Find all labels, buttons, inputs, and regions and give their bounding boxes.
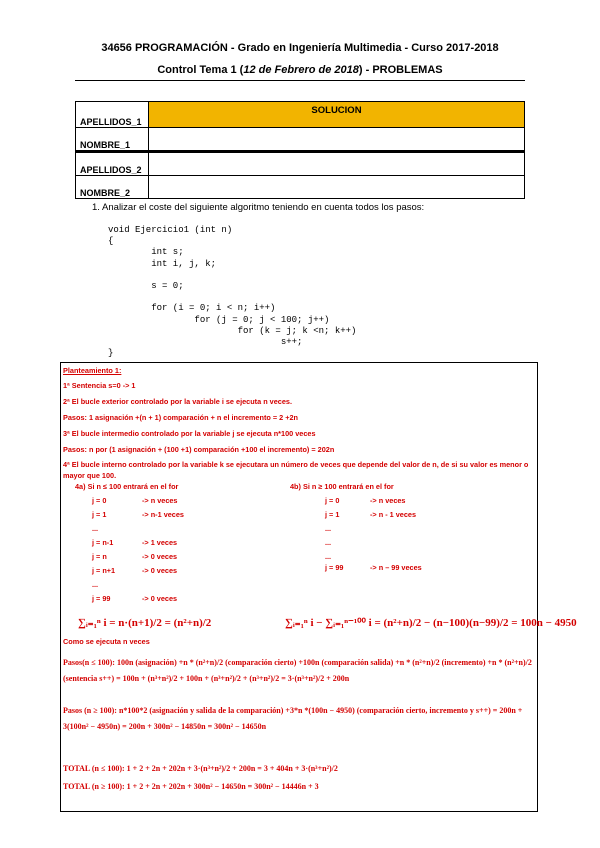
label-nombre-2: NOMBRE_2 [76, 176, 149, 199]
total-case-a: TOTAL (n ≤ 100): 1 + 2 + 2n + 202n + 3·(n³+n²)/2 + 200n = 3 + 404n + 3·(n³+n²)/2 [63, 764, 338, 773]
steps-case-b: Pasos (n ≥ 100): n*100*2 (asignación y salida de la comparación) +3*n *(100n − 4950) (comparación cierto, incremento y s++) = 200n + 3(100n² − 4950n) = 200n + 300n² − 14850n = 300n² − 14650n [63, 706, 523, 731]
case-a-row-j: ... [92, 580, 99, 589]
subtitle-part-b: ) - PROBLEMAS [358, 64, 443, 76]
case-a-row-j: j = n+1 [92, 566, 116, 575]
case-a-row-j: ... [92, 524, 99, 533]
steps-case-a: Pasos(n ≤ 100): 100n (asignación) +n * (n²+n)/2 (comparación cierto) +100n (comparación salida) +n * (n²+n)/2 (incremento) +n * (n²+n)/2 (sentencia s++) = 100n + (n³+n²)/2 + 100n + (n³+n²)/2 + (n³+n²)/2 = 3·(n³+n²)/2 + 200n [63, 658, 532, 683]
solution-title: Planteamiento 1: [63, 366, 122, 375]
label-apellidos-1: APELLIDOS_1 [76, 102, 149, 128]
case-a-row-j: j = n [92, 552, 107, 561]
case-b-row-result: -> n - 1 veces [370, 510, 417, 519]
case-a-row-result: -> 0 veces [142, 566, 178, 575]
sum-formula-a: ∑ᵢ₌₁ⁿ i = n·(n+1)/2 = (n²+n)/2 [78, 617, 212, 629]
header-rule [75, 80, 525, 81]
student-names-table [75, 101, 525, 199]
total-case-b: TOTAL (n ≥ 100): 1 + 2 + 2n + 202n + 300n² − 14650n = 300n² − 14446n + 3 [63, 782, 319, 791]
case-a-row-result: -> 0 veces [142, 594, 178, 603]
field-apellidos-2 [149, 152, 525, 176]
sum-formula-b: ∑ᵢ₌₁ⁿ i − ∑ᵢ₌₁ⁿ⁻¹⁰⁰ i = (n²+n)/2 − (n−100)(n−99)/2 = 100n − 4950 [285, 617, 577, 629]
case-a-row-result: -> n veces [142, 496, 178, 505]
solution-line-5: Pasos: n por (1 asignación + (100 +1) comparación +100 el incremento) = 202n [63, 445, 335, 454]
document-header-subtitle [0, 64, 600, 76]
case-a-row-j: j = 99 [92, 594, 111, 603]
case-b-row-result: -> n – 99 veces [370, 563, 422, 572]
case-b-row-j: ... [325, 538, 332, 547]
case-a-row-result: -> n-1 veces [142, 510, 184, 519]
case-a-row-result: -> 1 veces [142, 538, 178, 547]
case-b-row-j: ... [325, 524, 332, 533]
case-b-row-j: j = 1 [325, 510, 340, 519]
solution-line-4: 3ª El bucle intermedio controlado por la variable j se ejecuta n*100 veces [63, 429, 316, 438]
executes-n-times: Como se ejecuta n veces [63, 637, 150, 646]
case-a-row-j: j = n-1 [92, 538, 114, 547]
case-a-row-j: j = 0 [92, 496, 107, 505]
code-listing: void Ejercicio1 (int n) { int s; int i, j, k; s = 0; for (i = 0; i < n; i++) for (j = 0; j < 100; j++) for (k = j; k <n; k++) s++; } [108, 225, 357, 359]
solution-line-1: 1ª Sentencia s=0 -> 1 [63, 381, 136, 390]
case-b-row-j: j = 99 [325, 563, 344, 572]
case-b-row-j: ... [325, 552, 332, 561]
case-b-title: 4b) Si n ≥ 100 entrará en el for [290, 482, 394, 491]
subtitle-date: 12 de Febrero de 2018 [243, 64, 359, 76]
label-apellidos-2: APELLIDOS_2 [76, 152, 149, 176]
case-a-title: 4a) Si n ≤ 100 entrará en el for [75, 482, 179, 491]
field-nombre-2 [149, 176, 525, 199]
case-a-row-result: -> 0 veces [142, 552, 178, 561]
solution-line-3: Pasos: 1 asignación +(n + 1) comparación + n el incremento = 2 +2n [63, 413, 299, 422]
document-header-title: 34656 PROGRAMACIÓN - Grado en Ingeniería Multimedia - Curso 2017-2018 [101, 42, 499, 54]
solution-banner: SOLUCION [149, 102, 525, 128]
case-a-row-j: j = 1 [92, 510, 107, 519]
case-b-row-result: -> n veces [370, 496, 406, 505]
label-nombre-1: NOMBRE_1 [76, 128, 149, 152]
field-nombre-1 [149, 128, 525, 152]
question-1: 1. Analizar el coste del siguiente algoritmo teniendo en cuenta todos los pasos: [92, 202, 425, 213]
case-b-row-j: j = 0 [325, 496, 340, 505]
solution-line-2: 2ª El bucle exterior controlado por la variable i se ejecuta n veces. [63, 397, 292, 406]
solution-line-6: 4ª El bucle interno controlado por la variable k se ejecutara un número de veces que depende del valor de n, de si su valor es menor o mayor que 100. [63, 460, 529, 480]
subtitle-part-a: Control Tema 1 ( [157, 64, 244, 76]
